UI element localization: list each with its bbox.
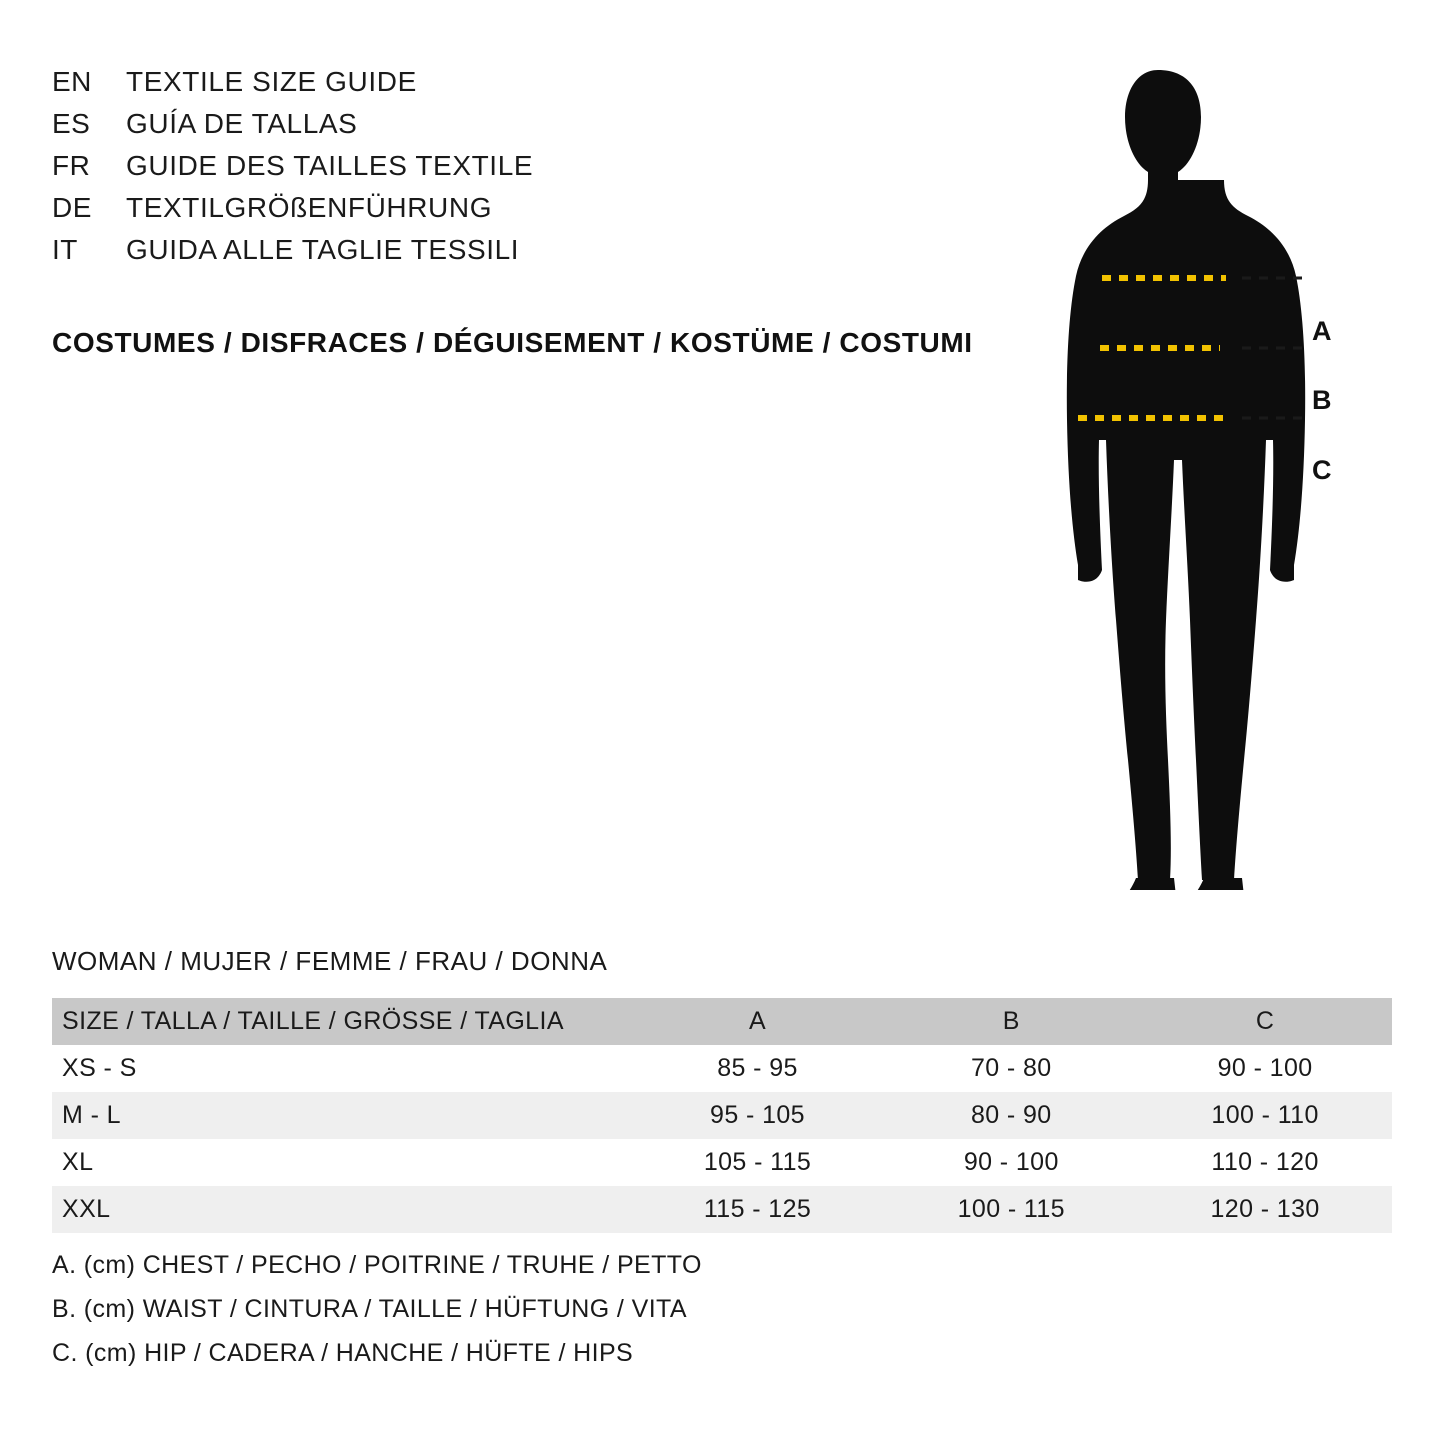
measure-label-b: B	[1312, 385, 1332, 415]
language-row-fr	[52, 150, 1012, 192]
cell-b: 100 - 115	[957, 1195, 1065, 1223]
table-header-c: C	[1255, 1007, 1275, 1035]
language-text-fr: GUIDE DES TAILLES TEXTILE	[126, 150, 534, 181]
cell-a: 95 - 105	[710, 1101, 805, 1129]
language-text-en: TEXTILE SIZE GUIDE	[126, 66, 417, 97]
cell-c: 100 - 110	[1211, 1101, 1319, 1129]
table-header-b: B	[1002, 1007, 1020, 1035]
language-code-de: DE	[52, 192, 92, 223]
cell-a: 115 - 125	[703, 1195, 812, 1223]
measure-label-a: A	[1312, 316, 1332, 346]
language-code-fr: FR	[52, 150, 91, 181]
legend	[52, 1243, 702, 1375]
language-text-es: GUÍA DE TALLAS	[126, 108, 358, 139]
table-header-row	[52, 998, 1392, 1045]
cell-a: 105 - 115	[703, 1148, 812, 1176]
language-row-de	[52, 192, 1012, 234]
cell-size: XS - S	[62, 1054, 137, 1082]
language-list	[52, 66, 1012, 276]
category-line: COSTUMES / DISFRACES / DÉGUISEMENT / KOSTÜME / COSTUMI	[52, 327, 973, 358]
cell-c: 90 - 100	[1217, 1054, 1313, 1082]
cell-size: XXL	[62, 1195, 111, 1223]
size-table	[52, 998, 1392, 1233]
language-row-it	[52, 234, 1012, 276]
cell-b: 80 - 90	[970, 1101, 1052, 1129]
language-text-de: TEXTILGRÖßENFÜHRUNG	[126, 192, 493, 223]
table-row	[52, 1139, 1392, 1186]
table-row	[52, 1186, 1392, 1233]
language-row-en	[52, 66, 1012, 108]
language-code-en: EN	[52, 66, 92, 97]
language-row-es	[52, 108, 1012, 150]
table-header-size: SIZE / TALLA / TAILLE / GRÖSSE / TAGLIA	[62, 1007, 564, 1035]
legend-item-a: A. (cm) CHEST / PECHO / POITRINE / TRUHE / PETTO	[52, 1251, 702, 1279]
table-row	[52, 1092, 1392, 1139]
table-section-title: WOMAN / MUJER / FEMME / FRAU / DONNA	[52, 946, 608, 976]
language-text-it: GUIDA ALLE TAGLIE TESSILI	[126, 234, 520, 265]
cell-size: M - L	[62, 1101, 121, 1129]
measure-label-c: C	[1312, 455, 1332, 485]
cell-b: 70 - 80	[970, 1054, 1052, 1082]
figure-area	[1020, 60, 1360, 890]
legend-item-b: B. (cm) WAIST / CINTURA / TAILLE / HÜFTUNG / VITA	[52, 1295, 687, 1323]
language-code-es: ES	[52, 108, 91, 139]
table-header-a: A	[748, 1007, 767, 1035]
language-code-it: IT	[52, 234, 78, 265]
legend-item-c: C. (cm) HIP / CADERA / HANCHE / HÜFTE / HIPS	[52, 1339, 634, 1367]
table-row	[52, 1045, 1392, 1092]
cell-c: 120 - 130	[1210, 1195, 1320, 1223]
cell-size: XL	[62, 1148, 94, 1176]
cell-c: 110 - 120	[1211, 1148, 1319, 1176]
cell-b: 90 - 100	[963, 1148, 1059, 1176]
measurement-guides	[1020, 60, 1360, 890]
cell-a: 85 - 95	[717, 1054, 798, 1082]
